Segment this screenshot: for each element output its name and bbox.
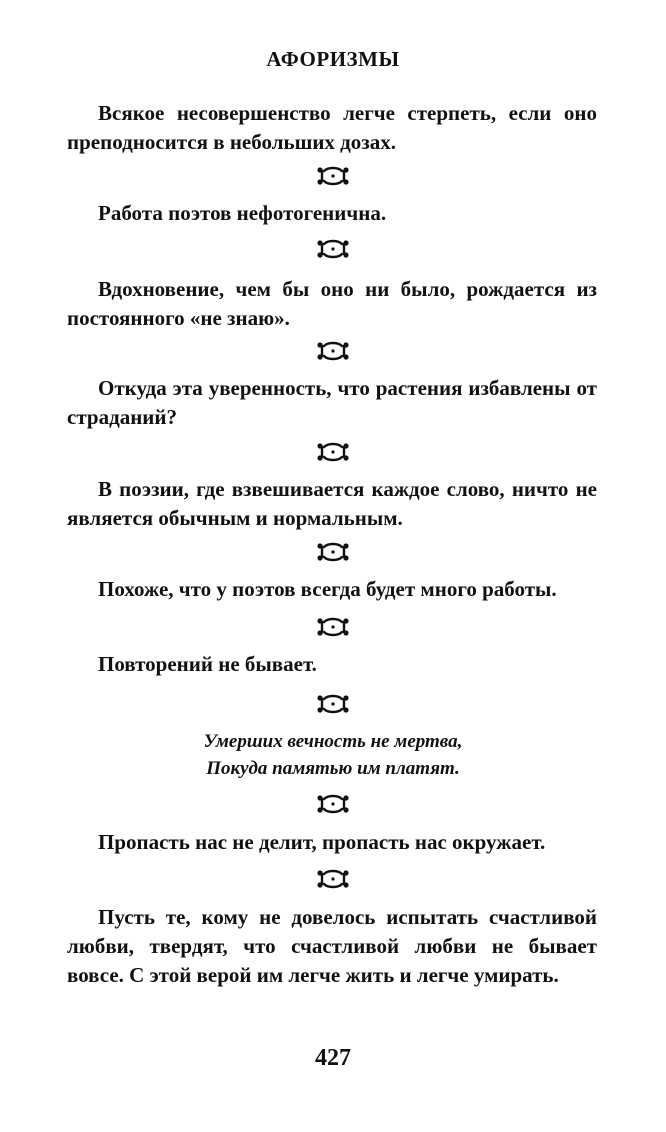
ornament-divider-icon — [316, 794, 350, 814]
aphorism-2 — [67, 199, 597, 228]
ornament-divider-icon — [316, 341, 350, 361]
aphorism-1 — [67, 99, 597, 157]
ornament-divider-icon — [316, 239, 350, 259]
aphorism-text: Похоже, что у поэтов всегда будет много работы. — [98, 577, 557, 601]
ornament-divider-icon — [316, 869, 350, 889]
aphorism-text: Работа поэтов нефотогенична. — [98, 201, 387, 225]
aphorism-3 — [67, 275, 597, 333]
aphorism-5 — [67, 475, 597, 533]
verse-quote — [0, 728, 666, 782]
aphorism-4 — [67, 374, 597, 432]
page-number: 427 — [315, 1045, 351, 1071]
ornament-divider-icon — [316, 442, 350, 462]
ornament-divider-icon — [316, 166, 350, 186]
ornament-divider-icon — [316, 617, 350, 637]
aphorism-text: Пусть те, кому не довелось испытать счастливой любви, твердят, что счастливой любви не бывает вовсе. С этой верой им легче жить и легче умирать. — [67, 905, 597, 987]
aphorism-7 — [67, 650, 597, 679]
aphorism-8 — [67, 828, 597, 857]
verse-line: Умерших вечность не мертва, — [203, 731, 463, 752]
aphorism-text: Пропасть нас не делит, пропасть нас окружает. — [98, 830, 546, 854]
verse-line: Покуда памятью им платят. — [206, 758, 460, 779]
aphorism-9 — [67, 903, 597, 990]
aphorism-text: Повторений не бывает. — [98, 652, 317, 676]
aphorism-text: Всякое несовершенство легче стерпеть, если оно преподносится в небольших дозах. — [67, 101, 597, 154]
page-header: АФОРИЗМЫ — [266, 47, 400, 71]
aphorism-text: Вдохновение, чем бы оно ни было, рождается из постоянного «не знаю». — [67, 277, 597, 330]
ornament-divider-icon — [316, 694, 350, 714]
ornament-divider-icon — [316, 542, 350, 562]
aphorism-text: В поэзии, где взвешивается каждое слово, ничто не является обычным и нормальным. — [67, 477, 597, 530]
aphorism-text: Откуда эта уверенность, что растения избавлены от страданий? — [67, 376, 597, 429]
aphorism-6 — [67, 575, 597, 604]
